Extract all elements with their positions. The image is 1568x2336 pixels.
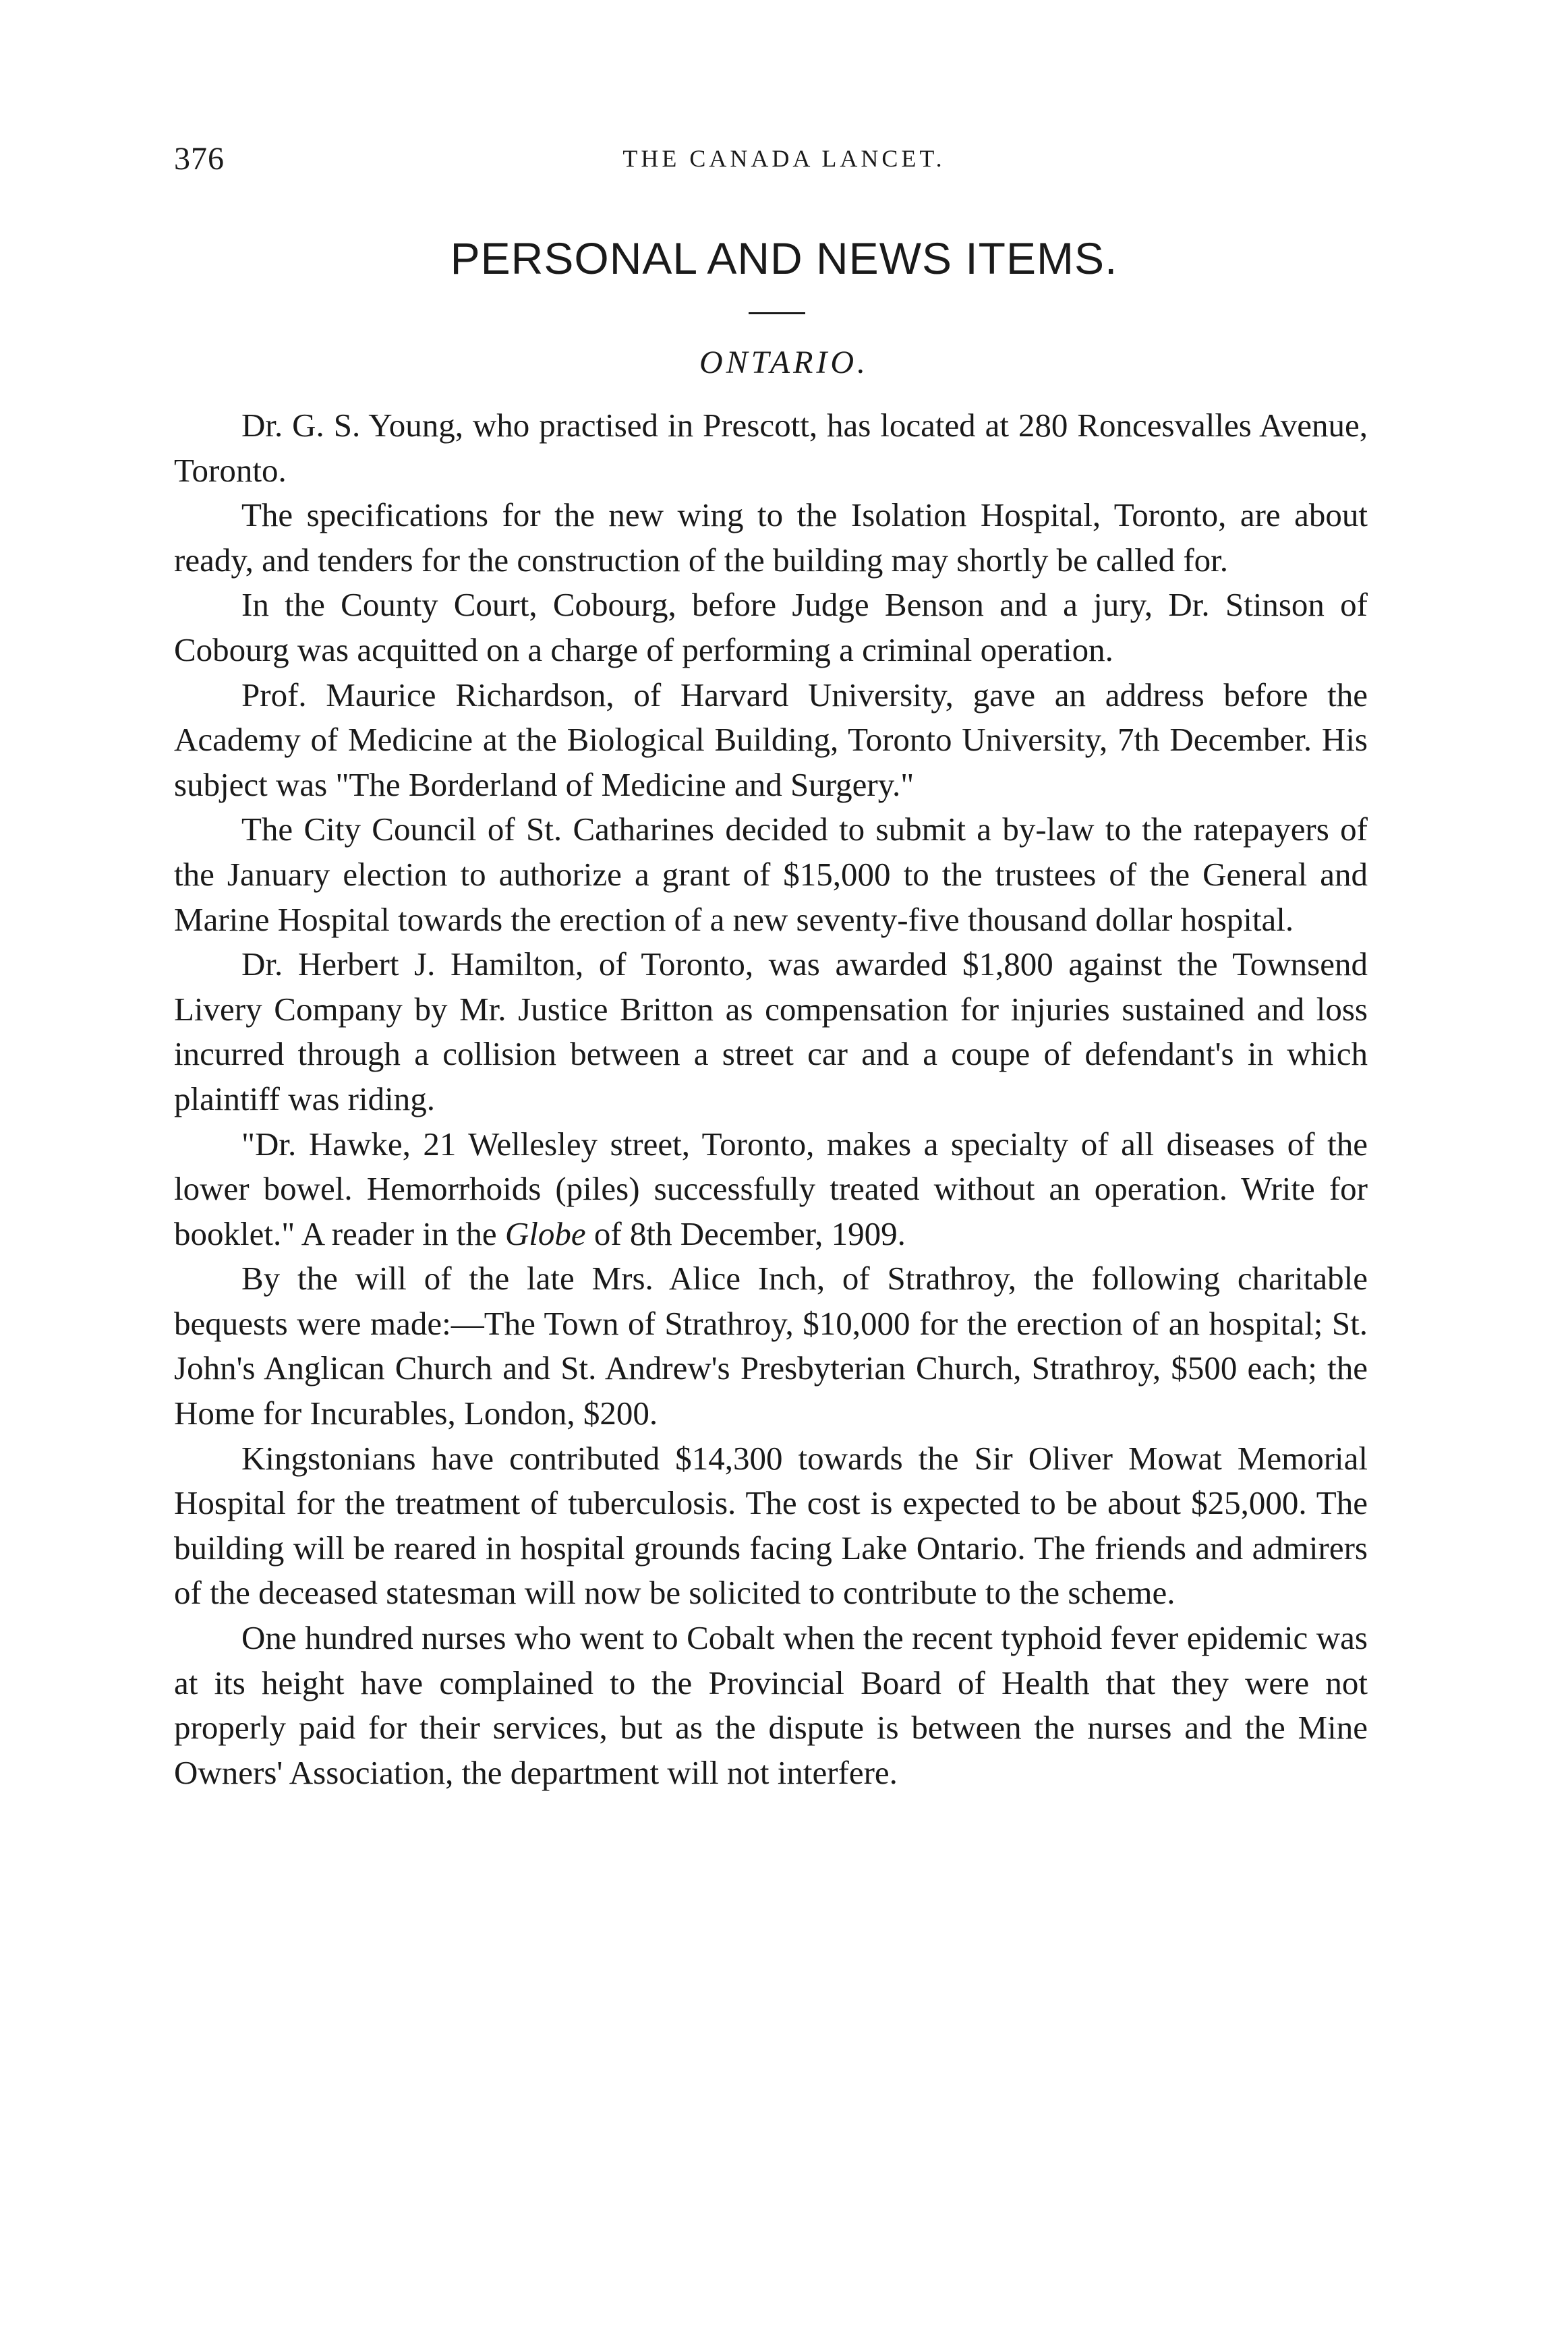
- hawke-text: "Dr. Hawke, 21 Wellesley street, Toronto, makes a specialty of all diseases of the lower bowel. Hemorrhoids (piles) successfully treated without an operation. Write for booklet." A reader in the: [174, 1125, 1368, 1252]
- section-title: PERSONAL AND NEWS ITEMS.: [450, 233, 1118, 283]
- news-item-richardson-address: Prof. Maurice Richardson, of Harvard University, gave an address before the Academy of Medicine at the Biological Building, Toronto University, 7th December. His subject was "The Borderland of Medicine and Surgery.": [174, 676, 1368, 803]
- news-item-st-catharines: The City Council of St. Catharines decided to submit a by-law to the ratepayers of the January election to authorize a grant of $15,000 to the trustees of the General and Marine Hospital towards the erection of a new seventy-five thousand dollar hospital.: [174, 811, 1368, 938]
- page-number: 376: [174, 141, 225, 177]
- news-item-cobalt-nurses: One hundred nurses who went to Cobalt when the recent typhoid fever epidemic was at its height have complained to the Provincial Board of Health that they were not properly paid for their services, but as the dispute is between the nurses and the Mine Owners' Association, the department will not interfere.: [174, 1619, 1368, 1791]
- running-head: THE CANADA LANCET.: [622, 145, 946, 172]
- news-item-hamilton-award: Dr. Herbert J. Hamilton, of Toronto, was awarded $1,800 against the Townsend Livery Company by Mr. Justice Britton as compensation for injuries sustained and loss incurred through a collision between a street car and a coupe of defendant's in which plaintiff was riding.: [174, 945, 1368, 1117]
- news-item-hawke-advertisement: [174, 1122, 1368, 1257]
- subsection-heading: ONTARIO.: [699, 345, 869, 380]
- news-item-inch-bequests: By the will of the late Mrs. Alice Inch, of Strathroy, the following charitable bequests were made:—The Town of Strathroy, $10,000 for the erection of an hospital; St. John's Anglican Church and St. Andrew's Presbyterian Church, Strathroy, $500 each; the Home for Incurables, London, $200.: [174, 1260, 1368, 1432]
- article-body: [174, 403, 1368, 1795]
- news-item-isolation-hospital: The specifications for the new wing to the Isolation Hospital, Toronto, are about ready, and tenders for the construction of the building may shortly be called for.: [174, 496, 1368, 579]
- news-item-county-court: In the County Court, Cobourg, before Judge Benson and a jury, Dr. Stinson of Cobourg was acquitted on a charge of performing a criminal operation.: [174, 586, 1368, 668]
- globe-newspaper-title: Globe: [504, 1215, 586, 1252]
- title-rule: [749, 312, 805, 314]
- news-item-young: Dr. G. S. Young, who practised in Prescott, has located at 280 Roncesvalles Avenue, Toronto.: [174, 407, 1368, 489]
- news-item-mowat-hospital: Kingstonians have contributed $14,300 towards the Sir Oliver Mowat Memorial Hospital for the treatment of tuberculosis. The cost is expected to be about $25,000. The building will be reared in hospital grounds facing Lake Ontario. The friends and admirers of the deceased statesman will now be solicited to contribute to the scheme.: [174, 1439, 1368, 1612]
- hawke-date-text: of 8th December, 1909.: [585, 1215, 906, 1252]
